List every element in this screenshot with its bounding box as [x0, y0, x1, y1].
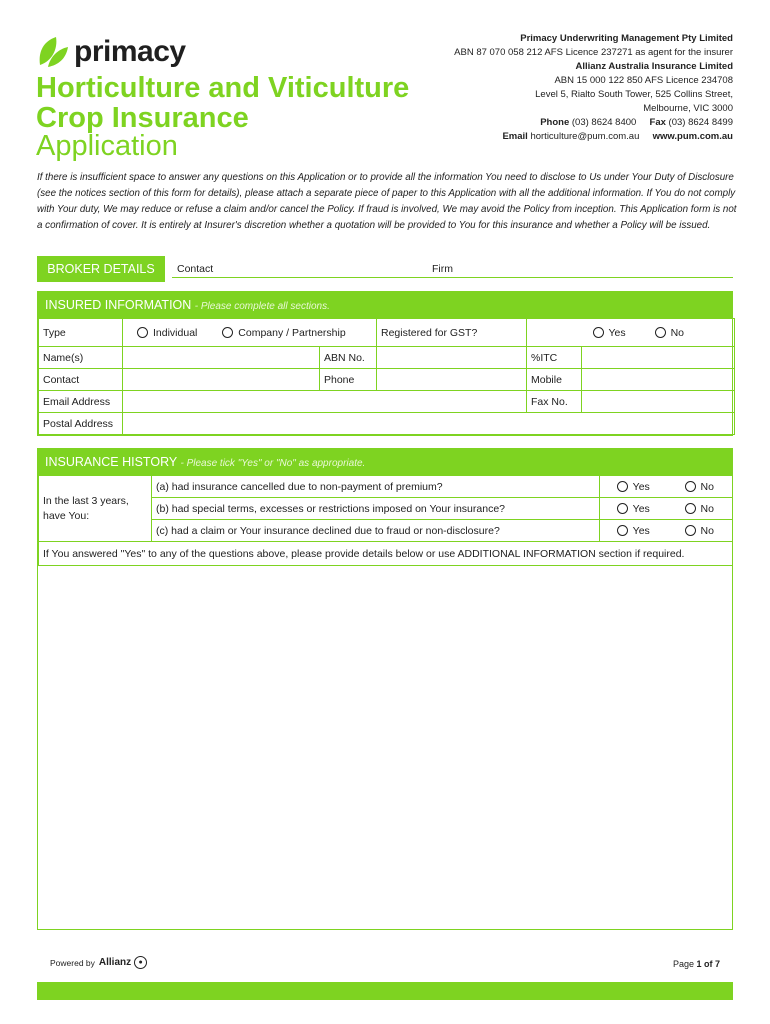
- insurer-name: Allianz Australia Insurance Limited: [575, 61, 733, 72]
- radio-circle-icon[interactable]: [617, 481, 628, 492]
- type-options: [123, 319, 377, 347]
- mobile-field[interactable]: [582, 369, 735, 391]
- broker-contact-label: Contact: [177, 263, 214, 275]
- radio-circle-icon[interactable]: [593, 327, 604, 338]
- names-field[interactable]: [123, 347, 320, 369]
- type-label: Type: [39, 319, 123, 347]
- page-title-line3: Application: [36, 130, 178, 162]
- intro-paragraph: If there is insufficient space to answer any questions on this Application or to provide all the information You need to disclose to Us under Your Duty of Disclosure (see the notices section of this form for details), please attach a separate piece of paper to this Application with all the additional information. If You do not comply with Your duty, We may reduce or refuse a claim and/or cancel the Policy. If fraud is involved, We may avoid the Policy from inception. This Application form is not a confirmation of cover. It is entirely at Insurer's discretion whether a quotation will be provided to You for this insurance and whether a Policy will be issued.: [37, 172, 737, 231]
- contact-label: Contact: [39, 369, 123, 391]
- insured-information-heading: INSURED INFORMATION - Please complete all sections.: [38, 292, 732, 318]
- leaf-icon: [36, 35, 70, 69]
- abn-field[interactable]: [377, 347, 527, 369]
- insurance-history-subheading: - Please tick "Yes" or "No" as appropriate.: [180, 458, 366, 469]
- address-line2: Melbourne, VIC 3000: [643, 103, 733, 114]
- insured-information-section: [37, 291, 733, 436]
- history-note: If You answered "Yes" to any of the questions above, please provide details below or use ADDITIONAL INFORMATION section if required.: [39, 542, 733, 566]
- fax-value: (03) 8624 8499: [668, 117, 733, 128]
- email-web-line: [403, 130, 733, 144]
- fax-label: Fax: [649, 117, 666, 128]
- gst-label: Registered for GST?: [377, 319, 527, 347]
- phone-label: Phone: [540, 117, 570, 128]
- website-link[interactable]: www.pum.com.au: [652, 131, 733, 142]
- radio-circle-icon[interactable]: [655, 327, 666, 338]
- broker-contact-field[interactable]: [220, 262, 420, 277]
- fax-no-label: Fax No.: [527, 391, 582, 413]
- phone-value: (03) 8624 8400: [571, 117, 637, 128]
- company-abn: ABN 87 070 058 212 AFS Licence 237271 as agent for the insurer: [454, 47, 733, 58]
- page-number: Page 1 of 7: [672, 959, 720, 969]
- postal-address-field[interactable]: [123, 413, 735, 435]
- insurance-history-table: [38, 475, 733, 566]
- phone-label: Phone: [320, 369, 377, 391]
- radio-circle-icon[interactable]: [617, 503, 628, 514]
- logo-text: primacy: [74, 35, 186, 68]
- question-c: (c) had a claim or Your insurance declined due to fraud or non-disclosure?: [152, 520, 600, 542]
- radio-circle-icon[interactable]: [617, 525, 628, 536]
- radio-circle-icon[interactable]: [685, 503, 696, 514]
- footer-bar: [37, 982, 733, 1000]
- company-name: Primacy Underwriting Management Pty Limited: [520, 33, 733, 44]
- powered-by-label: Powered by: [50, 957, 95, 968]
- radio-individual[interactable]: Individual: [137, 327, 197, 339]
- address-line1: Level 5, Rialto South Tower, 525 Collins Street,: [535, 89, 733, 100]
- phone-field[interactable]: [377, 369, 527, 391]
- allianz-eagle-icon: ●: [134, 956, 147, 969]
- email-label: Email: [502, 131, 528, 142]
- radio-a-yes[interactable]: Yes: [600, 476, 667, 498]
- broker-firm-field[interactable]: [462, 262, 732, 277]
- radio-a-no[interactable]: No: [667, 476, 733, 498]
- broker-underline: [172, 277, 733, 278]
- radio-gst-yes[interactable]: Yes: [593, 327, 626, 339]
- itc-field[interactable]: [582, 347, 735, 369]
- abn-label: ABN No.: [320, 347, 377, 369]
- insurance-history-heading: INSURANCE HISTORY - Please tick "Yes" or "No" as appropriate.: [38, 449, 732, 475]
- email-address-field[interactable]: [123, 391, 527, 413]
- insured-information-subheading: - Please complete all sections.: [194, 301, 330, 312]
- mobile-label: Mobile: [527, 369, 582, 391]
- itc-label: %ITC: [527, 347, 582, 369]
- radio-gst-no[interactable]: No: [655, 327, 684, 339]
- primacy-logo: [36, 32, 186, 72]
- insurance-history-section: [37, 448, 733, 930]
- fax-no-field[interactable]: [582, 391, 735, 413]
- insured-information-table: [38, 318, 735, 435]
- radio-circle-icon[interactable]: [685, 525, 696, 536]
- radio-circle-icon[interactable]: [137, 327, 148, 338]
- radio-c-yes[interactable]: Yes: [600, 520, 667, 542]
- gst-options: [527, 319, 735, 347]
- allianz-wordmark: Allianz: [98, 957, 132, 968]
- postal-address-label: Postal Address: [39, 413, 123, 435]
- phone-fax-line: [403, 116, 733, 130]
- email-address-label: Email Address: [39, 391, 123, 413]
- names-label: Name(s): [39, 347, 123, 369]
- radio-c-no[interactable]: No: [667, 520, 733, 542]
- company-details: [403, 32, 733, 144]
- question-a: (a) had insurance cancelled due to non-payment of premium?: [152, 476, 600, 498]
- powered-by-allianz: [50, 956, 147, 969]
- radio-circle-icon[interactable]: [685, 481, 696, 492]
- insurer-abn: ABN 15 000 122 850 AFS Licence 234708: [554, 75, 733, 86]
- radio-company-partnership[interactable]: Company / Partnership: [222, 327, 345, 339]
- broker-firm-label: Firm: [432, 263, 453, 275]
- history-lead-text: In the last 3 years, have You:: [39, 476, 152, 542]
- radio-b-yes[interactable]: Yes: [600, 498, 667, 520]
- question-b: (b) had special terms, excesses or restrictions imposed on Your insurance?: [152, 498, 600, 520]
- page-title-line1: Horticulture and Viticulture: [36, 72, 410, 104]
- broker-details-heading: BROKER DETAILS: [37, 256, 165, 282]
- radio-b-no[interactable]: No: [667, 498, 733, 520]
- radio-circle-icon[interactable]: [222, 327, 233, 338]
- page-title-line2: Crop Insurance: [36, 102, 249, 134]
- contact-field[interactable]: [123, 369, 320, 391]
- history-details-textarea[interactable]: [38, 567, 732, 929]
- email-value[interactable]: horticulture@pum.com.au: [530, 131, 640, 142]
